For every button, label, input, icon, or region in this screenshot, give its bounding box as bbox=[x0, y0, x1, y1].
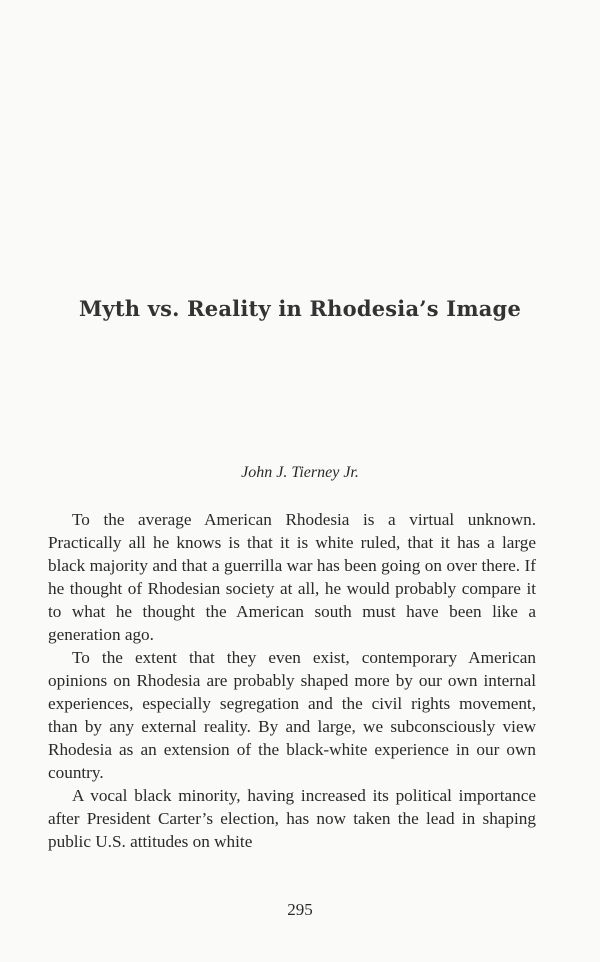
paragraph-1: To the average American Rhodesia is a virtual unknown. Practically all he knows is that it is white ruled, that it has a large black majority and that a guerrilla war has been going on over there. If he thought of Rhodesian society at all, he would probably compare it to what he thought the American south must have been like a generation ago. bbox=[48, 510, 536, 644]
article-title: Myth vs. Reality in Rhodesia’s Image bbox=[78, 296, 522, 321]
article-body bbox=[48, 508, 536, 853]
author-byline: John J. Tierney Jr. bbox=[241, 464, 359, 481]
page-number: 295 bbox=[287, 900, 313, 919]
paragraph-3: A vocal black minority, having increased its political importance after President Carter’s election, has now taken the lead in shaping public U.S. attitudes on white bbox=[48, 786, 536, 851]
paragraph-2: To the extent that they even exist, contemporary American opinions on Rhodesia are probably shaped more by our own internal experiences, especially segregation and the civil rights movement, than by any external reality. By and large, we subconsciously view Rhodesia as an extension of the black-white experience in our own country. bbox=[48, 648, 536, 782]
